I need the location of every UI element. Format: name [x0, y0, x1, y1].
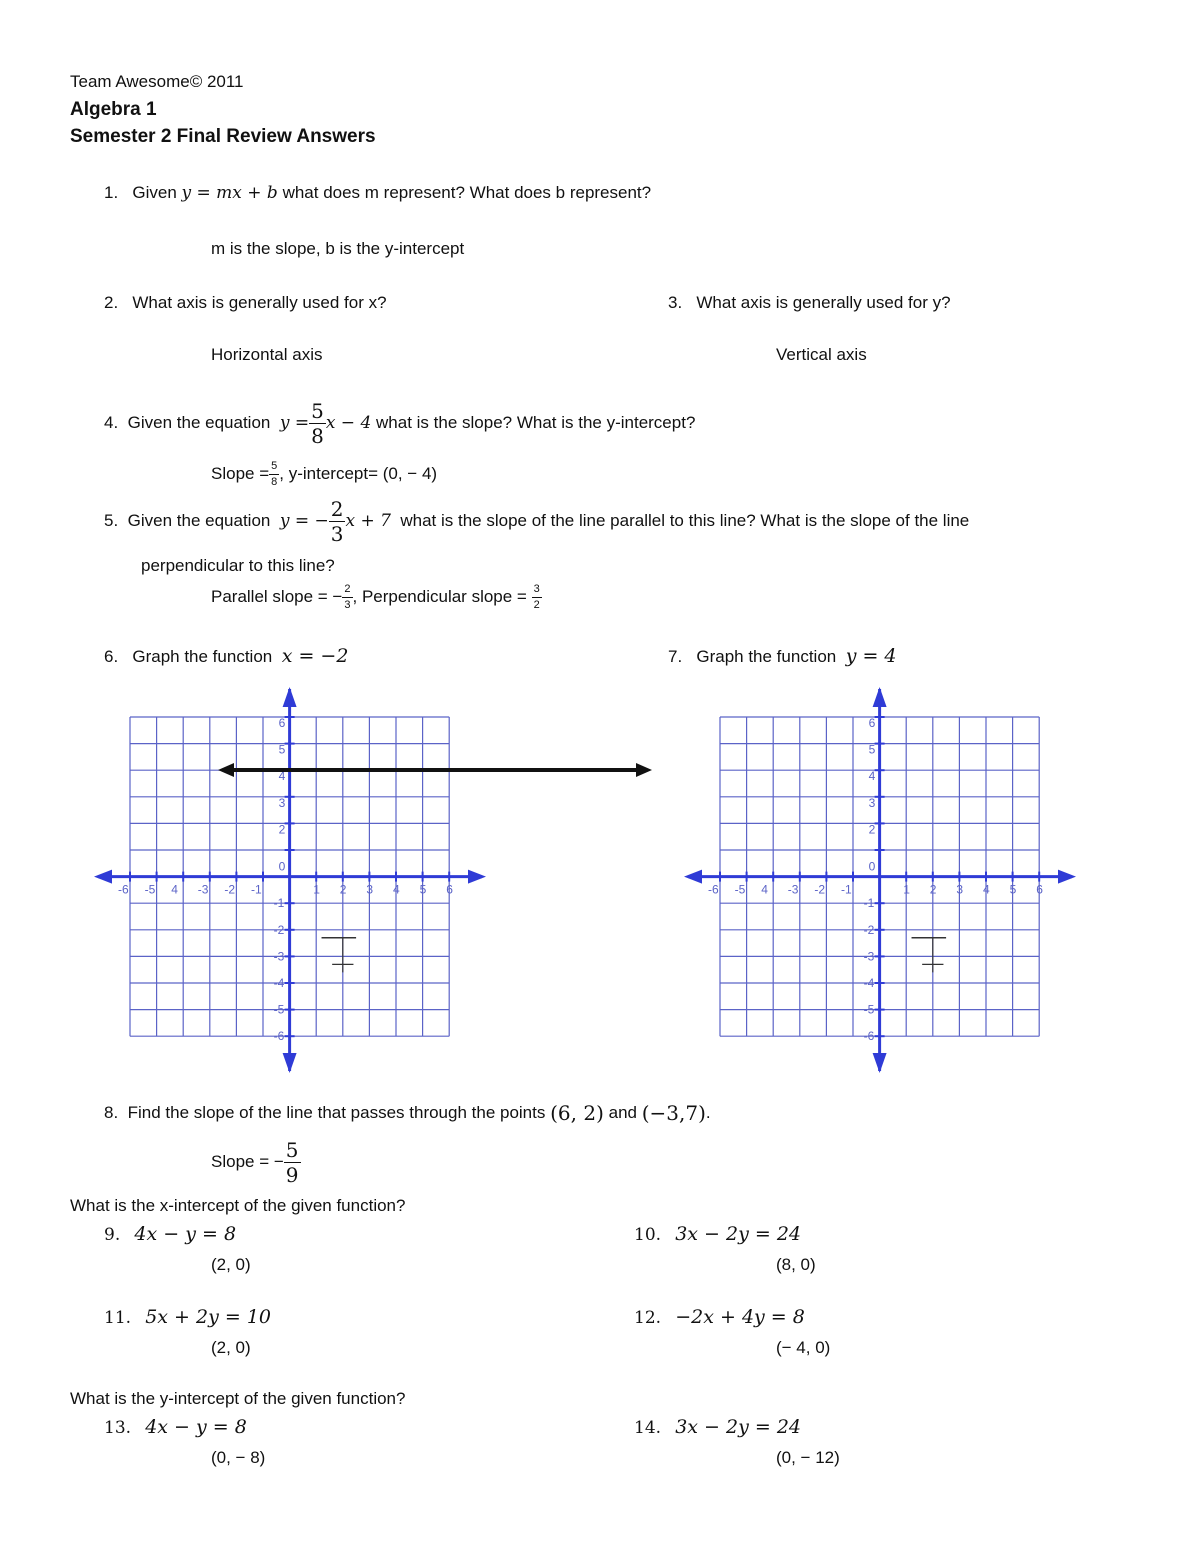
question-8 — [104, 1098, 711, 1128]
y-tick-label: -1 — [863, 896, 875, 911]
equation: y = 4 — [845, 645, 897, 667]
question-number: 2. — [104, 293, 119, 312]
x-tick-label: -3 — [197, 882, 209, 897]
section-heading-x-intercept: What is the x-intercept of the given function? — [70, 1196, 406, 1215]
answer-11: (2, 0) — [211, 1338, 251, 1357]
x-tick-label: 4 — [393, 882, 400, 897]
fraction: $\frac{5}{8}$ — [271, 459, 278, 488]
coordinate-grid-q6 — [90, 685, 490, 1075]
fraction: $\frac{5}{9}$ — [285, 1137, 299, 1187]
answer-text: , y-intercept= (0, − 4) — [279, 464, 438, 483]
y-axis-arrow-up — [873, 687, 887, 707]
question-11 — [104, 1306, 271, 1328]
answer-4 — [211, 456, 437, 492]
x-tick-label: -1 — [251, 882, 262, 897]
question-9 — [104, 1223, 236, 1245]
question-text: What axis is generally used for y? — [696, 293, 951, 312]
answer-line-y-equals-4 — [218, 760, 652, 780]
answer-12: (− 4, 0) — [776, 1338, 831, 1357]
question-number: 5. — [104, 511, 119, 530]
equation: −2x + 4y = 8 — [675, 1306, 805, 1328]
question-text: Find the slope of the line that passes through the points — [127, 1103, 546, 1122]
x-axis-arrow-left — [684, 870, 702, 884]
x-tick-label: -3 — [787, 882, 799, 897]
y-tick-label: -6 — [863, 1029, 875, 1044]
x-tick-label: -1 — [841, 882, 852, 897]
course-title: Algebra 1 — [70, 99, 157, 120]
question-text: Graph the function — [132, 647, 273, 666]
equation: y = mx + b — [181, 183, 278, 203]
origin-label: 0 — [278, 859, 286, 874]
y-tick-label: 6 — [868, 716, 876, 730]
answer-text: , Perpendicular slope = — [352, 587, 527, 606]
question-7 — [668, 645, 897, 667]
question-number: 13. — [104, 1418, 132, 1438]
x-tick-label: -6 — [118, 882, 129, 897]
x-tick-label: -2 — [814, 882, 826, 897]
question-text: Given — [132, 183, 177, 202]
fraction: $\frac{2}{3}$ — [330, 496, 344, 546]
answer-text: Slope = — [211, 464, 270, 483]
equation: x = −2 — [281, 645, 349, 667]
equation-right: x − 4 — [325, 413, 372, 433]
answer-8 — [211, 1138, 301, 1186]
y-tick-label: 4 — [868, 769, 876, 784]
y-tick-label: -6 — [273, 1029, 285, 1044]
y-tick-label: -5 — [273, 1002, 285, 1017]
y-tick-label: 3 — [868, 795, 876, 810]
x-tick-label: -2 — [224, 882, 236, 897]
x-tick-label: 3 — [366, 882, 374, 897]
y-tick-label: 5 — [868, 742, 876, 757]
question-text: What axis is generally used for x? — [132, 293, 387, 312]
answer-text: Slope = − — [211, 1152, 284, 1171]
y-tick-label: -5 — [863, 1002, 875, 1017]
y-tick-label: 5 — [278, 742, 286, 757]
question-number: 9. — [104, 1225, 121, 1245]
question-3 — [668, 293, 951, 313]
y-tick-label: -4 — [863, 976, 875, 990]
x-tick-label: 1 — [313, 882, 320, 897]
fraction: $\frac{2}{3}$ — [344, 582, 351, 611]
question-text: Graph the function — [696, 647, 837, 666]
coordinate-grid-q7 — [680, 685, 1080, 1075]
answer-13: (0, − 8) — [211, 1448, 266, 1467]
equation: 4x − y = 8 — [145, 1416, 247, 1438]
question-text: Given the equation — [127, 511, 271, 530]
question-4 — [104, 397, 695, 449]
question-14 — [634, 1416, 801, 1438]
y-tick-label: 6 — [278, 716, 286, 730]
x-tick-label: 5 — [1009, 882, 1017, 897]
y-tick-label: -3 — [273, 949, 285, 964]
question-number: 14. — [634, 1418, 662, 1438]
equation-left: y = — [279, 413, 310, 433]
y-tick-label: 2 — [278, 822, 286, 837]
equation: 3x − 2y = 24 — [675, 1223, 802, 1245]
y-tick-label: 3 — [278, 795, 286, 810]
question-number: 10. — [634, 1225, 662, 1245]
question-2 — [104, 293, 387, 313]
question-number: 7. — [668, 647, 683, 666]
equation-right: x + 7 — [345, 511, 391, 531]
y-axis-arrow-up — [283, 687, 297, 707]
question-number: 6. — [104, 647, 119, 666]
origin-label: 0 — [868, 859, 876, 874]
x-axis-arrow-left — [94, 870, 112, 884]
question-number: 1. — [104, 183, 119, 202]
question-text: Given the equation — [127, 413, 271, 432]
point-2: (−3,7) — [641, 1101, 706, 1125]
question-text: what is the slope? What is the y-intercept? — [376, 413, 696, 432]
y-axis-arrow-down — [873, 1053, 887, 1073]
x-tick-label: 4 — [983, 882, 990, 897]
question-text: what does m represent? What does b represent? — [282, 183, 652, 202]
equation: 5x + 2y = 10 — [145, 1306, 272, 1328]
y-tick-label: 2 — [868, 822, 876, 837]
answer-5 — [211, 579, 542, 615]
y-tick-label: -3 — [863, 949, 875, 964]
y-tick-label: -2 — [273, 922, 285, 937]
question-number: 12. — [634, 1308, 662, 1328]
x-tick-label: 6 — [446, 882, 453, 897]
answer-10: (8, 0) — [776, 1255, 816, 1274]
x-tick-label: 1 — [903, 882, 910, 897]
answer-14: (0, − 12) — [776, 1448, 840, 1467]
question-number: 11. — [104, 1308, 132, 1328]
question-13 — [104, 1416, 247, 1438]
question-5 — [104, 495, 969, 547]
answer-2: Horizontal axis — [211, 345, 323, 364]
answer-text: Parallel slope = − — [211, 587, 343, 606]
fraction: $\frac{3}{2}$ — [533, 582, 540, 611]
x-tick-label: 2 — [339, 882, 347, 897]
y-tick-label: -2 — [863, 922, 875, 937]
point-1: (6, 2) — [550, 1101, 604, 1125]
question-6 — [104, 645, 348, 667]
fraction: $\frac{5}{8}$ — [311, 398, 324, 448]
equation-left: y = − — [279, 511, 329, 531]
x-tick-label: 2 — [929, 882, 937, 897]
y-tick-label: 4 — [278, 769, 286, 784]
y-axis-arrow-down — [283, 1053, 297, 1073]
answer-3: Vertical axis — [776, 345, 867, 364]
question-text: . — [705, 1103, 711, 1122]
question-number: 3. — [668, 293, 683, 312]
x-tick-label: -6 — [708, 882, 719, 897]
section-heading-y-intercept: What is the y-intercept of the given function? — [70, 1389, 406, 1408]
question-12 — [634, 1306, 805, 1328]
x-tick-label: 6 — [1036, 882, 1043, 897]
question-text: what is the slope of the line parallel to this line? What is the slope of the line — [400, 511, 970, 530]
answer-1: m is the slope, b is the y-intercept — [211, 239, 465, 258]
equation: 3x − 2y = 24 — [675, 1416, 802, 1438]
x-tick-label: 4 — [171, 882, 178, 897]
question-1 — [104, 183, 651, 203]
x-tick-label: 5 — [419, 882, 427, 897]
page-title: Semester 2 Final Review Answers — [70, 126, 376, 147]
x-tick-label: 3 — [956, 882, 964, 897]
x-tick-label: 4 — [761, 882, 768, 897]
x-axis-arrow-right — [468, 870, 486, 884]
answer-9: (2, 0) — [211, 1255, 251, 1274]
y-tick-label: -1 — [273, 896, 285, 911]
question-5-continued: perpendicular to this line? — [141, 556, 335, 575]
equation: 4x − y = 8 — [134, 1223, 237, 1245]
question-number: 4. — [104, 413, 119, 432]
question-text: and — [608, 1103, 637, 1122]
x-axis-arrow-right — [1058, 870, 1076, 884]
question-number: 8. — [104, 1103, 119, 1122]
x-tick-label: -5 — [734, 882, 746, 897]
y-tick-label: -4 — [273, 976, 285, 990]
team-credit: Team Awesome© 2011 — [70, 72, 244, 91]
x-tick-label: -5 — [144, 882, 156, 897]
question-10 — [634, 1223, 801, 1245]
